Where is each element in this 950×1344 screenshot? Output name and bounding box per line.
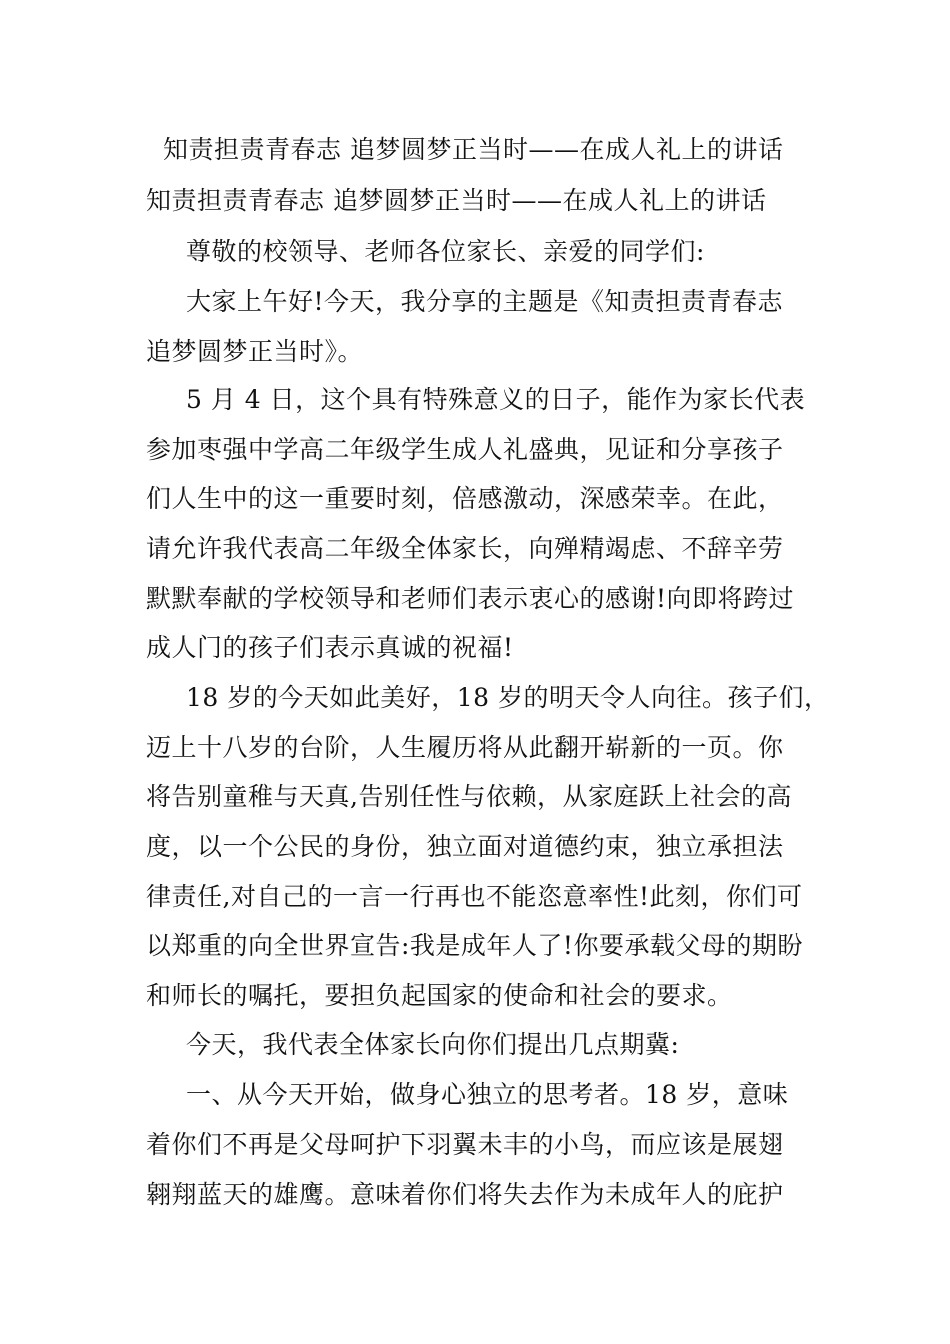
paragraph-line: 度，以一个公民的身份，独立面对道德约束，独立承担法	[146, 832, 784, 861]
paragraph-line: 默默奉献的学校领导和老师们表示衷心的感谢!向即将跨过	[146, 584, 795, 613]
salutation: 尊敬的校领导、老师各位家长、亲爱的同学们:	[186, 237, 705, 266]
paragraph-line: 迈上十八岁的台阶，人生履历将从此翻开崭新的一页。你	[146, 733, 784, 762]
paragraph-line: 参加枣强中学高二年级学生成人礼盛典，见证和分享孩子	[146, 435, 784, 464]
paragraph-line: 一、从今天开始，做身心独立的思考者。18 岁，意味	[186, 1080, 789, 1109]
paragraph-line: 律责任,对自己的一言一行再也不能恣意率性!此刻，你们可	[146, 882, 803, 911]
paragraph-line: 们人生中的这一重要时刻，倍感激动，深感荣幸。在此，	[146, 484, 784, 513]
paragraph-line: 今天，我代表全体家长向你们提出几点期冀:	[186, 1030, 680, 1059]
paragraph-line: 追梦圆梦正当时》。	[146, 337, 364, 366]
title-line: 知责担责青春志 追梦圆梦正当时——在成人礼上的讲话	[146, 186, 767, 215]
paragraph-line: 和师长的嘱托，要担负起国家的使命和社会的要求。	[146, 981, 733, 1010]
paragraph-line: 将告别童稚与天真,告别任性与依赖，从家庭跃上社会的高	[146, 782, 792, 811]
paragraph-line: 以郑重的向全世界宣告:我是成年人了!你要承载父母的期盼	[146, 931, 803, 960]
paragraph-line: 18 岁的今天如此美好，18 岁的明天令人向往。孩子们，	[186, 683, 830, 712]
paragraph-line: 成人门的孩子们表示真诚的祝福!	[146, 633, 514, 662]
paragraph-line: 5 月 4 日，这个具有特殊意义的日子，能作为家长代表	[186, 385, 806, 414]
paragraph-line: 请允许我代表高二年级全体家长，向殚精竭虑、不辞辛劳	[146, 534, 784, 563]
paragraph-line: 着你们不再是父母呵护下羽翼未丰的小鸟，而应该是展翅	[146, 1130, 784, 1159]
paragraph-line: 大家上午好!今天，我分享的主题是《知责担责青春志	[186, 287, 784, 316]
title-line: 知责担责青春志 追梦圆梦正当时——在成人礼上的讲话	[163, 135, 784, 164]
paragraph-line: 翱翔蓝天的雄鹰。意味着你们将失去作为未成年人的庇护	[146, 1180, 784, 1209]
